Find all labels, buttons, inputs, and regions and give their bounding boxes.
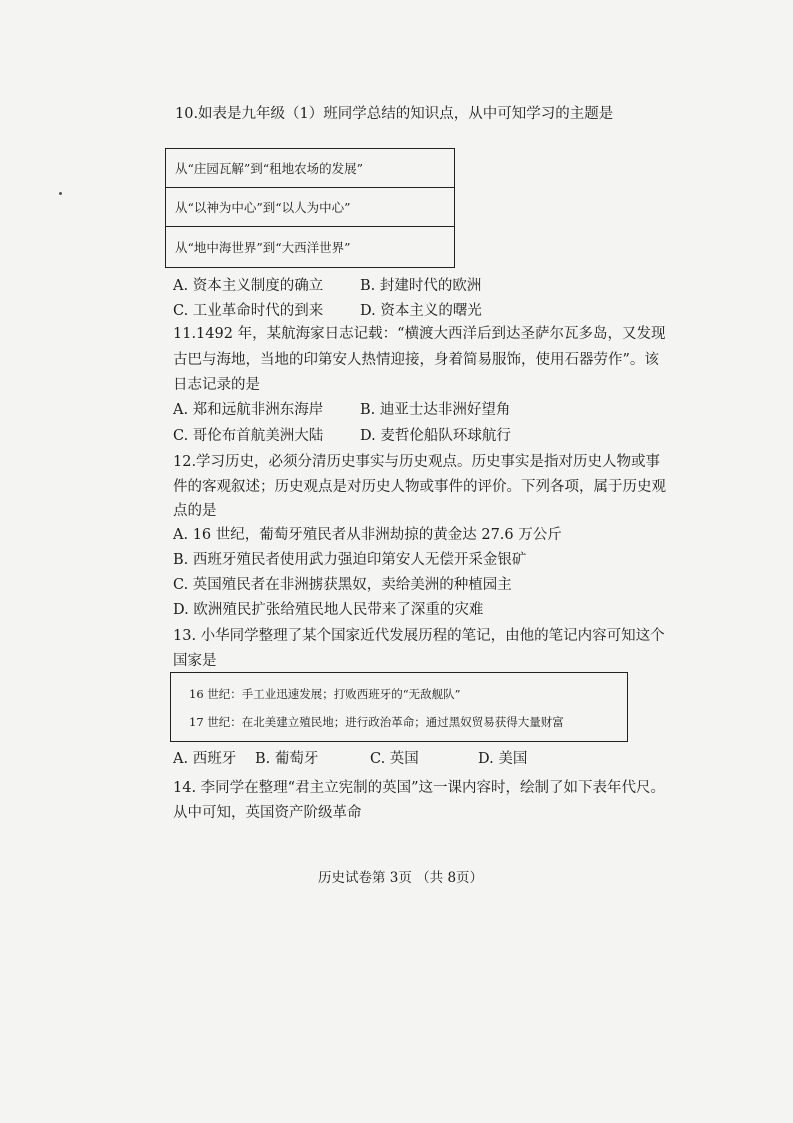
q10-table-row-3: 从“地中海世界”到“大西洋世界”	[175, 239, 351, 255]
q10-option-c: C. 工业革命时代的到来	[173, 303, 324, 319]
q12-option-b: B. 西班牙殖民者使用武力强迫印第安人无偿开采金银矿	[173, 552, 527, 568]
q12-stem-line-3: 点的是	[173, 503, 217, 519]
q12-stem-line-2: 件的客观叙述；历史观点是对历史人物或事件的评价。下列各项，属于历史观	[173, 479, 666, 495]
q12-option-d: D. 欧洲殖民扩张给殖民地人民带来了深重的灾难	[173, 602, 484, 618]
q14-stem-line-1: 14. 李同学在整理“君主立宪制的英国”这一课内容时，绘制了如下表年代尺。	[173, 780, 665, 796]
q13-stem-line-2: 国家是	[173, 653, 217, 669]
q11-option-b: B. 迪亚士达非洲好望角	[360, 402, 511, 418]
page-footer: 历史试卷第 3页 （共 8页）	[318, 870, 484, 886]
q11-stem-line-1: 11.1492 年，某航海家日志记载：“横渡大西洋后到达圣萨尔瓦多岛，又发现	[173, 326, 666, 342]
q13-stem-line-1: 13. 小华同学整理了某个国家近代发展历程的笔记，由他的笔记内容可知这个	[173, 628, 665, 644]
q10-option-b: B. 封建时代的欧洲	[360, 278, 482, 294]
q13-note-17th-century: 17 世纪：在北美建立殖民地；进行政治革命；通过黑奴贸易获得大量财富	[189, 715, 564, 729]
q13-notes-box	[170, 672, 628, 742]
q12-option-a: A. 16 世纪，葡萄牙殖民者从非洲劫掠的黄金达 27.6 万公斤	[173, 527, 562, 543]
q10-knowledge-table	[165, 148, 455, 268]
q14-stem-line-2: 从中可知，英国资产阶级革命	[173, 805, 362, 821]
q13-option-b: B. 葡萄牙	[255, 751, 319, 767]
q11-stem-line-3: 日志记录的是	[173, 377, 260, 393]
q13-option-d: D. 美国	[478, 751, 528, 767]
q11-option-c: C. 哥伦布首航美洲大陆	[173, 428, 324, 444]
q10-table-row-2: 从“以神为中心”到“以人为中心”	[166, 188, 454, 227]
q10-table-row-1: 从“庄园瓦解”到“租地农场的发展”	[166, 149, 454, 188]
q11-option-a: A. 郑和远航非洲东海岸	[173, 402, 324, 418]
q11-stem-line-2: 古巴与海地，当地的印第安人热情迎接，身着简易服饰，使用石器劳作”。该	[173, 352, 659, 368]
q13-option-a: A. 西班牙	[173, 751, 237, 767]
q12-stem-line-1: 12.学习历史，必须分清历史事实与历史观点。历史事实是指对历史人物或事	[173, 454, 661, 470]
q13-note-16th-century: 16 世纪：手工业迅速发展；打败西班牙的“无敌舰队”	[189, 687, 461, 701]
q12-option-c: C. 英国殖民者在非洲掳获黑奴，卖给美洲的种植园主	[173, 577, 512, 593]
q10-option-a: A. 资本主义制度的确立	[173, 278, 324, 294]
q10-stem: 10.如表是九年级（1）班同学总结的知识点，从中可知学习的主题是	[175, 106, 614, 122]
scan-speck	[59, 192, 62, 195]
q13-option-c: C. 英国	[370, 751, 419, 767]
q10-option-d: D. 资本主义的曙光	[360, 303, 482, 319]
q11-option-d: D. 麦哲伦船队环球航行	[360, 428, 511, 444]
